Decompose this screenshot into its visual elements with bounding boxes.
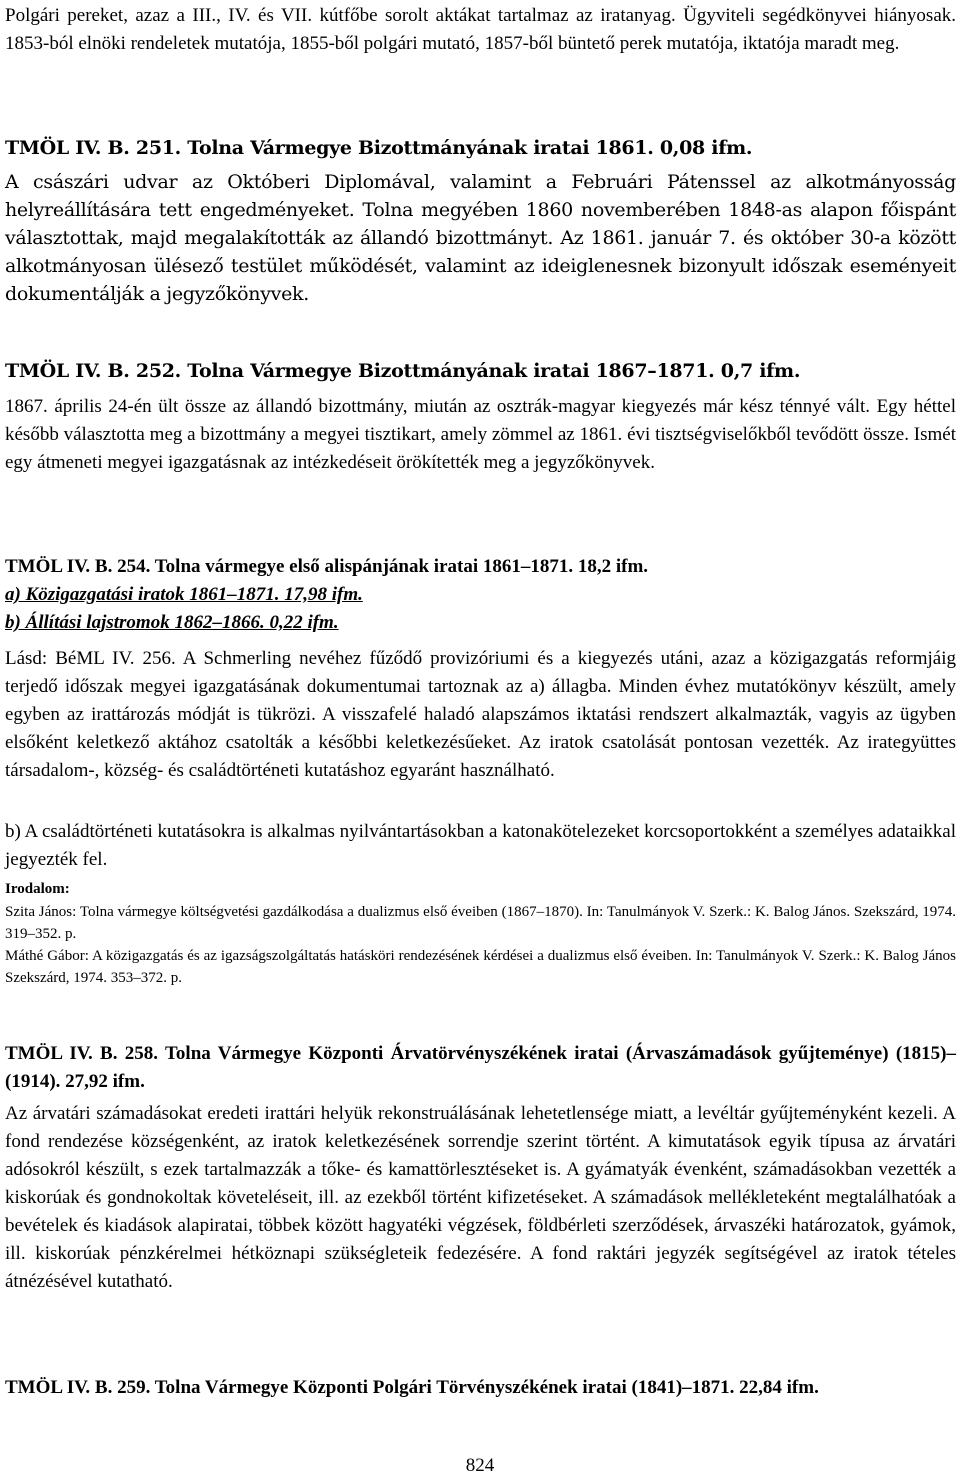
- section-254-body-a: Lásd: BéML IV. 256. A Schmerling nevéhez fűződő provizóriumi és a kiegyezés utáni, azaz a közigazgatás reformjáig terjedő időszak megyei igazgatásának dokumentumai tartoznak az a) állagba. Minden évhez mutatókönyv készült, amely egyben az irattározás módját is tükrözi. A visszafelé haladó alapszámos iktatási rendszert alkalmazták, vagyis az ügyben elsőként keletkező aktához csatolták a későbbi keletkezésűeket. Az iratok csatolását pontosan vezették. Az irategyüttes társadalom-, község- és családtörténeti kutatáshoz egyaránt használható.: [5, 648, 956, 781]
- literature-item-2: Máthé Gábor: A közigazgatás és az igazságszolgáltatás hatásköri rendezésének kérdései a dualizmus első éveiben. In: Tanulmányok V. Szerk.: K. Balog János Szekszárd, 1974. 353–372. p.: [5, 948, 956, 986]
- literature-item-1: Szita János: Tolna vármegye költségvetési gazdálkodása a dualizmus első éveiben (1867–1870). In: Tanulmányok V. Szerk.: K. Balog János. Szekszárd, 1974. 319–352. p.: [5, 904, 956, 942]
- section-251-heading: TMÖL IV. B. 251. Tolna Vármegye Bizottmányának iratai 1861. 0,08 ifm.: [5, 137, 753, 159]
- intro-paragraph: Polgári pereket, azaz a III., IV. és VII. kútfőbe sorolt aktákat tartalmaz az iratanyag. Ügyviteli segédkönyvei hiányosak. 1853-ból elnöki rendeletek mutatója, 1855-ből polgári mutató, 1857-ből büntető perek mutatója, iktatója maradt meg.: [5, 5, 956, 54]
- section-258-body: Az árvatári számadásokat eredeti irattári helyük rekonstruálásának lehetetlensége miatt, a levéltár gyűjteményként kezeli. A fond rendezése községenként, az iratok keletkezésének sorrendje szerint történt. A kimutatások egyik típusa az árvatári adósokról készült, s ezek tartalmazzák a tőke- és kamattörlesztéseket is. A gyámatyák évenként, számadásokban vezették a kiskorúak és gondnokoltak követeléseit, ill. az ezekből történt kifizetéseket. A számadások mellékleteként megtalálhatóak a bevételek és kiadások alapiratai, többek között hagyatéki végzések, földbérleti szerződések, árvaszéki határozatok, gyámok, ill. kiskorúak pénzkérelmei hétköznapi szükségleteik fedezésére. A fond raktári jegyzék segítségével az iratok tételes átnézésével kutatható.: [5, 1103, 956, 1292]
- section-254-heading: TMÖL IV. B. 254. Tolna vármegye első alispánjának iratai 1861–1871. 18,2 ifm.: [5, 556, 649, 577]
- section-251-body: A császári udvar az Októberi Diplomával, valamint a Februári Pátenssel az alkotmányosság helyreállítására tett engedményeket. Tolna megyében 1860 novemberében 1848-as alapon főispánt választottak, majd megalakították az állandó bizottmányt. Az 1861. január 7. és október 30-a között alkotmányosan ülésező testület működését, valamint az ideiglenesnek bizonyult időszak eseményeit dokumentálják a jegyzőkönyvek.: [5, 171, 956, 305]
- section-254-subfond-b: b) Állítási lajstromok 1862–1866. 0,22 ifm.: [5, 612, 339, 633]
- section-254-subfond-a: a) Közigazgatási iratok 1861–1871. 17,98 ifm.: [5, 584, 363, 605]
- section-259-heading: TMÖL IV. B. 259. Tolna Vármegye Központi Polgári Törvényszékének iratai (1841)–1871. 22,84 ifm.: [5, 1377, 819, 1398]
- literature-label: Irodalom:: [5, 881, 70, 897]
- section-258-heading: TMÖL IV. B. 258. Tolna Vármegye Központi Árvatörvényszékének iratai (Árvaszámadások gyűjteménye) (1815)–(1914). 27,92 ifm.: [5, 1043, 956, 1092]
- section-254-body-b: b) A családtörténeti kutatásokra is alkalmas nyilvántartásokban a katonakötelezeket korcsoportokként a személyes adataikkal jegyezték fel.: [5, 821, 956, 870]
- section-252-body: 1867. április 24-én ült össze az állandó bizottmány, miután az osztrák-magyar kiegyezés már kész ténnyé vált. Egy héttel később választotta meg a bizottmány a megyei tisztikart, amely zömmel az 1861. évi tisztségviselőkből tevődött össze. Ismét egy átmeneti megyei igazgatásnak az intézkedéseit örökítették meg a jegyzőkönyvek.: [5, 396, 956, 473]
- section-252-heading: TMÖL IV. B. 252. Tolna Vármegye Bizottmányának iratai 1867–1871. 0,7 ifm.: [5, 360, 801, 382]
- page-number: 824: [465, 1455, 495, 1476]
